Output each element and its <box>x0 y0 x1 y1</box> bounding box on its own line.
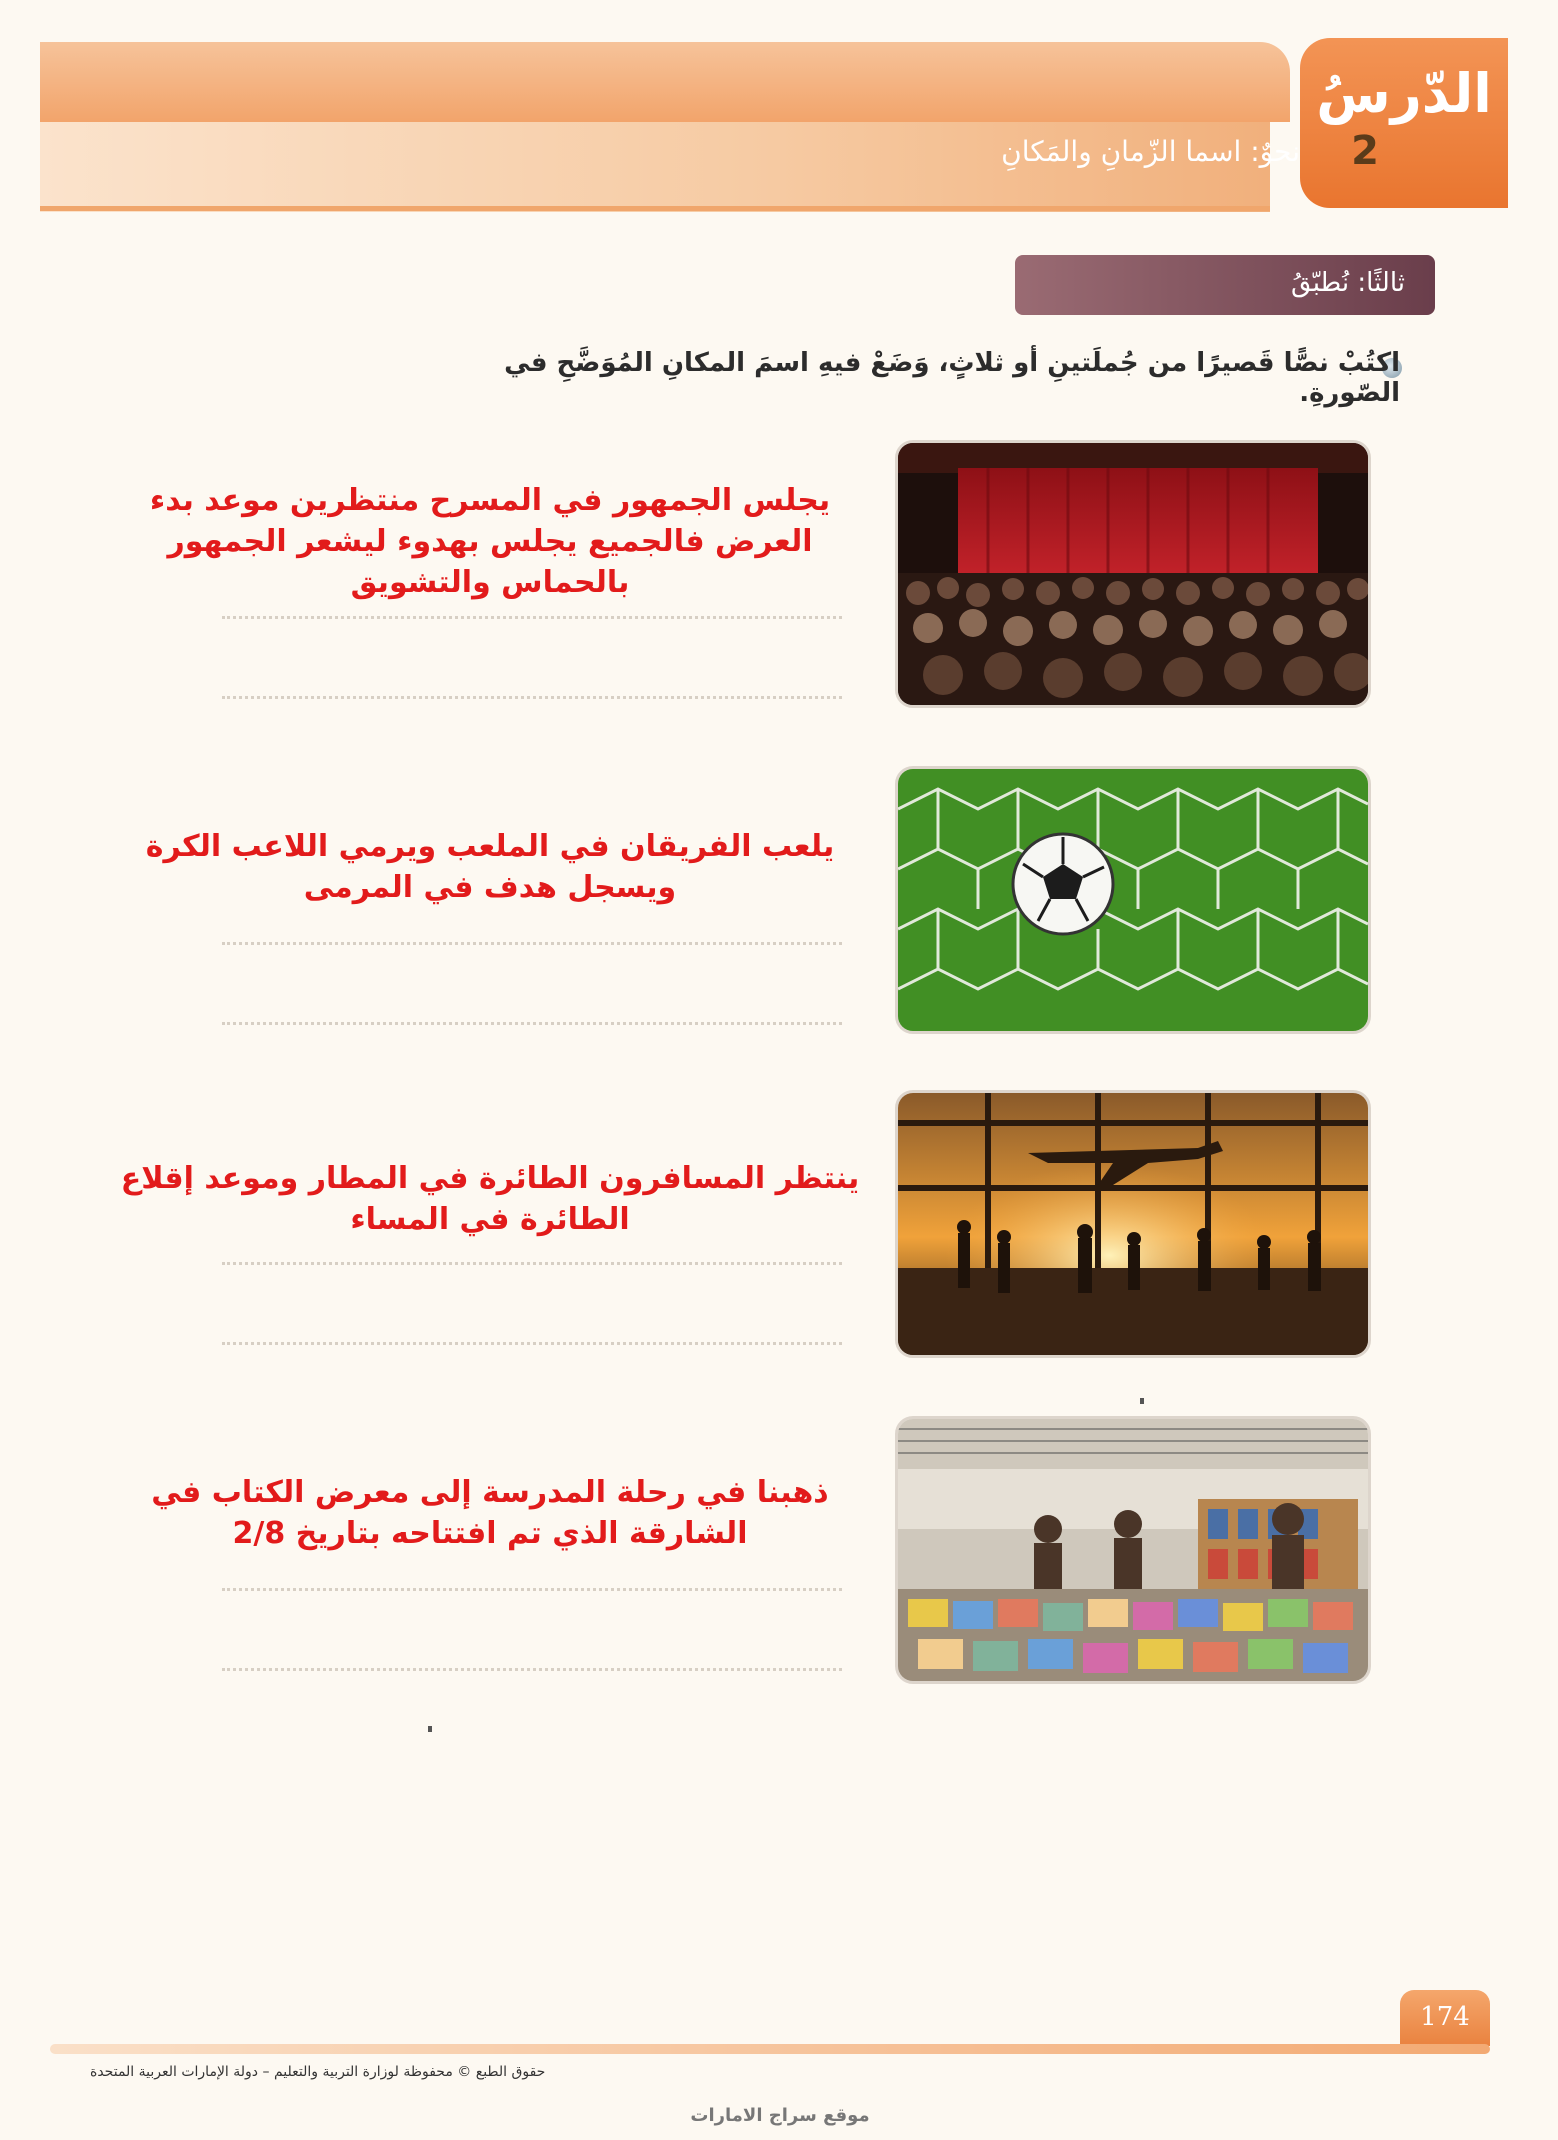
print-mark <box>428 1726 432 1732</box>
lesson-label: الدّرسُ <box>1316 62 1492 125</box>
airport-sunset-photo-icon <box>895 1090 1371 1358</box>
writing-line <box>222 1588 842 1591</box>
section-heading <box>1015 255 1435 315</box>
exercise-instruction: اكتُبْ نصًّا قَصيرًا من جُملَتينِ أو ثلاثٍ، وَضَعْ فيهِ اسمَ المكانِ المُوَضَّحِ في الصّورةِ. <box>504 348 1400 408</box>
writing-line <box>222 1262 842 1265</box>
writing-line <box>222 1668 842 1671</box>
lesson-number: 2 <box>1351 128 1379 174</box>
soccer-ball-net-photo-icon <box>895 766 1371 1034</box>
lesson-subtitle: نحوٌ: اسما الزّمانِ والمَكانِ <box>1001 135 1300 168</box>
theater-audience-photo-icon <box>895 440 1371 708</box>
site-watermark-label: موقع سراج الامارات <box>690 2105 870 2126</box>
print-mark <box>1140 1398 1144 1404</box>
page-number: 174 <box>1420 2002 1470 2032</box>
book-fair-photo-icon <box>895 1416 1371 1684</box>
writing-line <box>222 616 842 619</box>
header-divider <box>40 206 1270 211</box>
copyright-notice: حقوق الطبع © محفوظة لوزارة التربية والتعليم – دولة الإمارات العربية المتحدة <box>90 2064 546 2080</box>
answer-text-theater: يجلس الجمهور في المسرح منتظرين موعد بدء العرض فالجميع يجلس بهدوء ليشعر الجمهور بالحماس والتشويق <box>149 483 831 600</box>
section-heading-text: ثالثًا: نُطبّقُ <box>1291 268 1405 298</box>
answer-text-book-fair: ذهبنا في رحلة المدرسة إلى معرض الكتاب في الشارقة الذي تم افتتاحه بتاريخ 2/8 <box>151 1475 829 1551</box>
answer-text-airport: ينتظر المسافرون الطائرة في المطار وموعد إقلاع الطائرة في المساء <box>120 1161 860 1237</box>
answer-text-stadium: يلعب الفريقان في الملعب ويرمي اللاعب الكرة ويسجل هدف في المرمى <box>145 829 835 905</box>
writing-line <box>222 1022 842 1025</box>
footer-band <box>50 2044 1490 2054</box>
writing-line <box>222 942 842 945</box>
header-band <box>40 42 1290 122</box>
writing-line <box>222 1342 842 1345</box>
writing-line <box>222 696 842 699</box>
